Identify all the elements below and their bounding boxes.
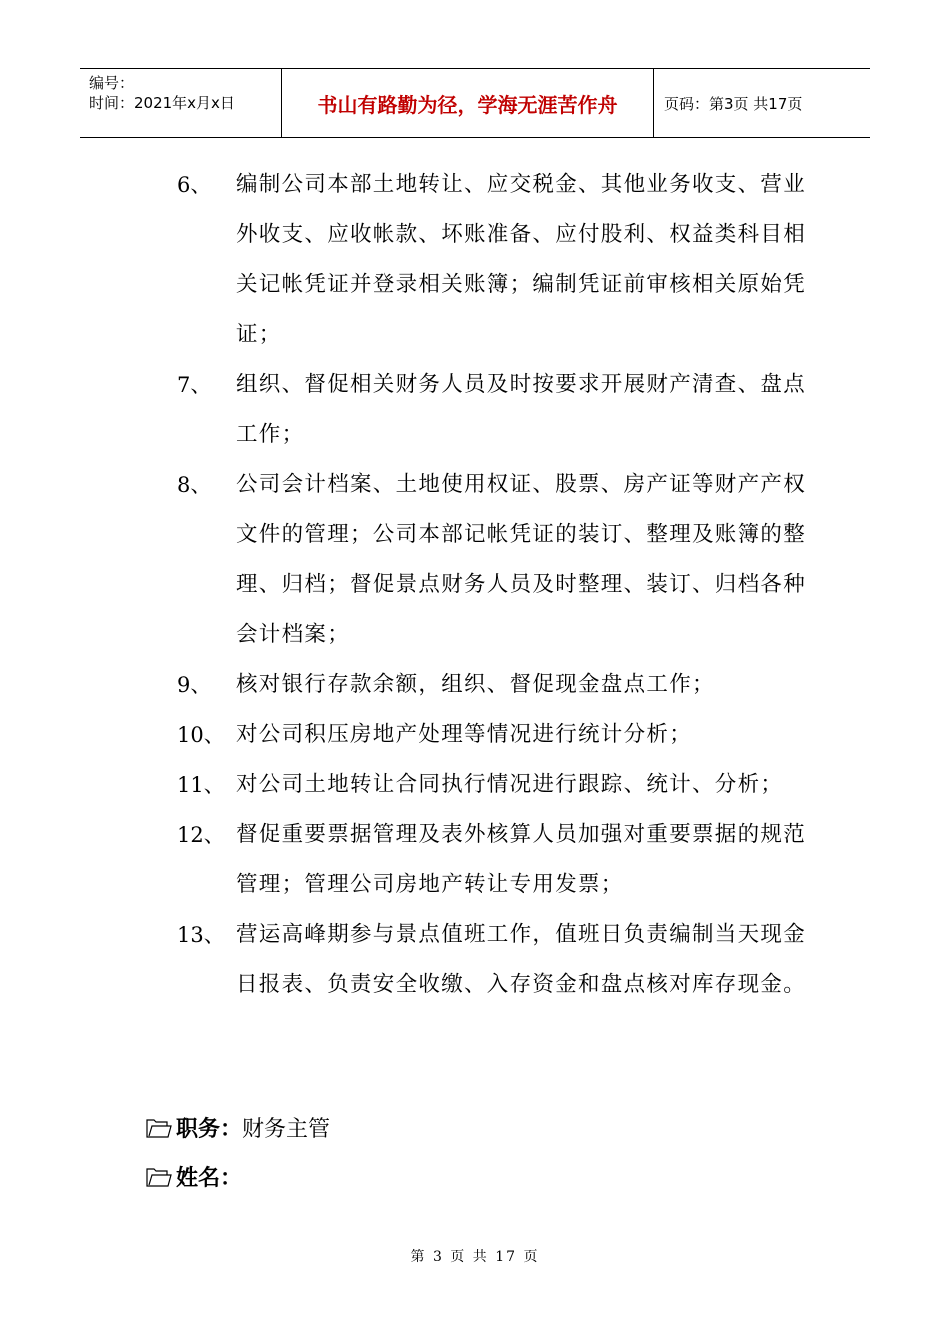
item-text: 编制公司本部土地转让、应交税金、其他业务收支、营业外收支、应收帐款、坏账准备、应付股利、权益类科目相关记帐凭证并登录相关账簿；编制凭证前审核相关原始凭证； bbox=[236, 172, 807, 347]
item-number: 9、 bbox=[177, 673, 212, 697]
list-item bbox=[0, 910, 950, 1010]
page-footer: 第 3 页 共 17 页 bbox=[410, 1249, 540, 1265]
position-label: 职务： bbox=[176, 1117, 243, 1142]
item-number: 10、 bbox=[177, 723, 225, 747]
item-number: 6、 bbox=[177, 173, 212, 197]
folder-icon bbox=[146, 1118, 172, 1138]
list-item bbox=[0, 160, 950, 360]
item-text: 督促重要票据管理及表外核算人员加强对重要票据的规范管理；管理公司房地产转让专用发票； bbox=[236, 822, 807, 897]
item-text: 营运高峰期参与景点值班工作，值班日负责编制当天现金日报表、负责安全收缴、入存资金和盘点核对库存现金。 bbox=[236, 922, 807, 997]
folder-icon bbox=[146, 1167, 172, 1187]
header-left-cell bbox=[80, 69, 282, 137]
item-text: 对公司土地转让合同执行情况进行跟踪、统计、分析； bbox=[236, 772, 784, 797]
item-number: 12、 bbox=[177, 823, 225, 847]
page-header bbox=[80, 68, 870, 138]
list-item bbox=[0, 710, 950, 760]
item-text: 公司会计档案、土地使用权证、股票、房产证等财产产权文件的管理；公司本部记帐凭证的装订、整理及账簿的整理、归档；督促景点财务人员及时整理、装订、归档各种会计档案； bbox=[236, 472, 807, 647]
item-text: 对公司积压房地产处理等情况进行统计分析； bbox=[236, 722, 693, 747]
item-number: 13、 bbox=[177, 923, 225, 947]
item-text: 组织、督促相关财务人员及时按要求开展财产清查、盘点工作； bbox=[236, 372, 807, 447]
date-label: 时间：2021年x月x日 bbox=[89, 94, 235, 112]
list-item bbox=[0, 810, 950, 910]
serial-number-label: 编号： bbox=[89, 74, 135, 92]
position-value: 财务主管 bbox=[242, 1117, 331, 1142]
item-text: 核对银行存款余额，组织、督促现金盘点工作； bbox=[236, 672, 715, 697]
list-item bbox=[0, 760, 950, 810]
item-number: 11、 bbox=[177, 773, 225, 797]
item-number: 7、 bbox=[177, 373, 212, 397]
name-label: 姓名： bbox=[176, 1166, 243, 1191]
duty-list bbox=[0, 160, 950, 1010]
name-field bbox=[146, 1161, 242, 1192]
list-item bbox=[0, 460, 950, 660]
list-item bbox=[0, 360, 950, 460]
list-item bbox=[0, 660, 950, 710]
header-page-info: 页码：第3页 共17页 bbox=[664, 94, 803, 113]
item-number: 8、 bbox=[177, 473, 212, 497]
position-field bbox=[146, 1112, 330, 1143]
header-motto: 书山有路勤为径，学海无涯苦作舟 bbox=[282, 69, 654, 137]
